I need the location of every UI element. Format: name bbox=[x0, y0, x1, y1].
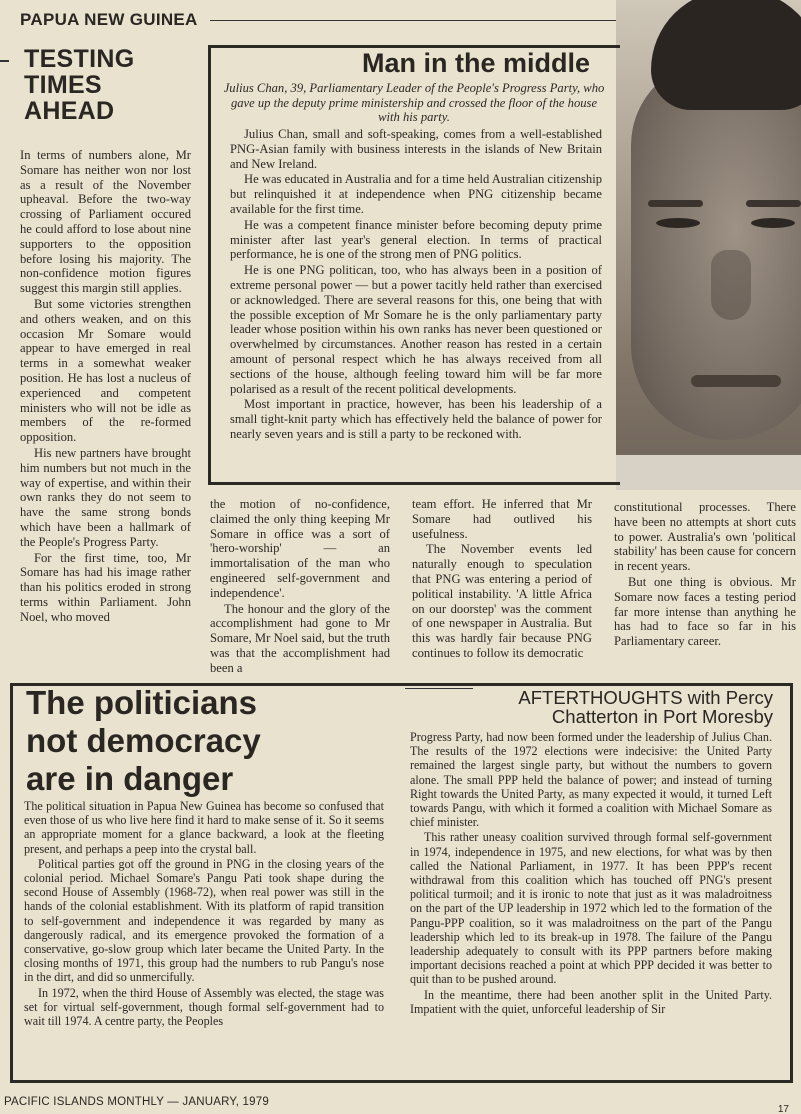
paragraph: This rather uneasy coalition survived through formal self-government in 1974, independence in 1975, and new elections, for what was by then called the National Parliament, in 1977. It has been PPP's recent withdrawal from this coalition which has touched off PNG's present political turmoil; and it is ironic to note that just as it was maladroitness on the part of the UP leadership in 1972 which led to the formation of the Pangu-PPP coalition, so it was maladroitness on the part of the Pangu leadership which led to its break-up in 1978. The failure of the Pangu leadership adequately to consult with its PPP partners before making important decisions reached a point at which PPP decided it was better to quit than to be pushed around. bbox=[410, 830, 772, 987]
politicians-headline-line: The politicians bbox=[26, 684, 258, 721]
politicians-headline-line: not democracy bbox=[26, 722, 261, 759]
paragraph: In 1972, when the third House of Assembly was elected, the stage was set for virtual self-government, though formal self-government had to wait till 1974. A centre party, the Peoples bbox=[24, 985, 384, 1029]
man-in-middle-headline: Man in the middle bbox=[362, 48, 591, 78]
testing-column-3 bbox=[412, 497, 592, 677]
footer: PACIFIC ISLANDS MONTHLY — JANUARY, 1979 bbox=[4, 1096, 269, 1108]
testing-column-1 bbox=[20, 148, 191, 668]
politicians-headline bbox=[26, 684, 396, 798]
paragraph: He was a competent finance minister before becoming deputy prime minister after last year's general election. In terms of practical performance, he is one of the strong men of PNG politics. bbox=[230, 217, 602, 262]
portrait-mouth bbox=[691, 375, 781, 387]
afterthoughts-rule bbox=[405, 688, 473, 689]
paragraph: The honour and the glory of the accomplishment had gone to Mr Somare, Mr Noel said, but the truth was that the accomplishment had been a bbox=[210, 601, 390, 675]
paragraph: He was educated in Australia and for a time held Australian citizenship but relinquished it at independence when PNG citizenship became available for the first time. bbox=[230, 172, 602, 216]
man-in-middle-body bbox=[230, 127, 602, 481]
paragraph: Most important in practice, however, has been his leadership of a small tight-knit party which has effectively held the balance of power for nearly seven years and is still a party to be reckoned with. bbox=[230, 397, 602, 441]
afterthoughts-byline-2: Chatterton in Port Moresby bbox=[551, 706, 773, 727]
politicians-column-2 bbox=[410, 730, 772, 1075]
portrait-brow-right bbox=[746, 200, 801, 207]
portrait-brow-left bbox=[648, 200, 703, 207]
paragraph: But some victories strengthen and others weaken, and on this occasion Mr Somare would appear to have emerged in real terms in a somewhat weaker position. He has lost a nucleus of experienced and competent ministers who will not be idle as members of the re-formed opposition. bbox=[20, 296, 191, 445]
portrait-shirt bbox=[616, 455, 801, 490]
portrait-eye-left bbox=[656, 218, 700, 228]
man-in-middle-intro: Julius Chan, 39, Parliamentary Leader of the People's Progress Party, who gave up the deputy prime ministership and crossed the floor of the house with his party. bbox=[223, 81, 605, 125]
paragraph: The political situation in Papua New Guinea has become so confused that even those of us who live here find it hard to make sense of it. So it seems an appropriate moment for a glance backward, a look at the fleeting present, and perhaps a peep into the crystal ball. bbox=[24, 799, 384, 856]
paragraph: For the first time, too, Mr Somare has had his image rather than his politics eroded in strong terms within Parliament. John Noel, who moved bbox=[20, 550, 191, 624]
paragraph: He is one PNG politican, too, who has always been in a position of extreme personal power — but a power tacitly held rather than exercised or acknowledged. There are several reasons for this, one being that with the possible exception of Mr Somare he is the only parliamentary party leader whose position within his own ranks has never been questioned or overwhelmed by circumstances. Another reason has rested in a certain amount of personal respect which he has always received from all sections of the house, although feeling toward him will be far more polarised as a result of the recent political developments. bbox=[230, 263, 602, 396]
paragraph: team effort. He inferred that Mr Somare had outlived his usefulness. bbox=[412, 497, 592, 541]
paragraph: The November events led naturally enough to speculation that PNG was entering a period of political instability. 'A little Africa on our doorstep' was the comment of one newspaper in Australia. But this was hardly fair because PNG continues to follow its democratic bbox=[412, 542, 592, 660]
paragraph: the motion of no-confidence, claimed the only thing keeping Mr Somare in office was a sort of 'hero-worship' — an immortalisation of the man who engineered self-government and independence'. bbox=[210, 497, 390, 600]
paragraph: Political parties got off the ground in PNG in the closing years of the colonial period. Michael Somare's Pangu Pati took shape during the second House of Assembly (1968-72), when real power was still in the hands of the colonial establishment. With its platform of rapid transition to self-government and independence it was regarded by many as dangerously radical, and its emergence provoked the formation of a conservative, go-slow group which later became the United Party. In the closing months of 1971, this group had the numbers to rub Pangu's nose in the dirt, and did so unmercifully. bbox=[24, 856, 384, 985]
paragraph: His new partners have brought him numbers but not much in the way of expertise, and within their own ranks they do not seem to have the same strong bonds which have been a hallmark of the People's Progress Party. bbox=[20, 445, 191, 549]
paragraph: In the meantime, there had been another split in the United Party. Impatient with the quiet, unforceful leadership of Sir bbox=[410, 987, 772, 1016]
afterthoughts-byline-1: AFTERTHOUGHTS with Percy bbox=[518, 687, 773, 708]
testing-column-4 bbox=[614, 500, 796, 680]
top-rule bbox=[210, 20, 625, 21]
testing-column-2 bbox=[210, 497, 390, 677]
paragraph: But one thing is obvious. Mr Somare now faces a testing period far more intense than anything he has had to face so far in his Parliamentary career. bbox=[614, 574, 796, 649]
testing-headline-line: TESTING bbox=[24, 45, 135, 73]
paragraph: constitutional processes. There have been no attempts at short cuts to power. Australia's own 'political stability' has been cause for concern in recent years. bbox=[614, 500, 796, 574]
portrait-nose bbox=[711, 250, 751, 320]
paragraph: Progress Party, had now been formed under the leadership of Julius Chan. The results of the 1972 elections were indecisive: the United Party remained the largest single party, but without the numbers to govern alone. The small PPP held the balance of power; and instead of turning Right towards the United Party, as many expected it would, it turned Left towards Pangu, with which it formed a coalition with Michael Somare as chief minister. bbox=[410, 730, 772, 830]
portrait-eye-right bbox=[751, 218, 795, 228]
politicians-headline-line: are in danger bbox=[26, 760, 234, 797]
section-label: PAPUA NEW GUINEA bbox=[20, 10, 198, 29]
paragraph: Julius Chan, small and soft-speaking, comes from a well-established PNG-Asian family with business interests in the islands of New Britain and New Ireland. bbox=[230, 127, 602, 171]
page-number: 17 bbox=[777, 1104, 789, 1114]
testing-headline-line: AHEAD bbox=[24, 97, 115, 125]
testing-headline-line: TIMES bbox=[24, 71, 102, 99]
paragraph: In terms of numbers alone, Mr Somare has neither won nor lost as a result of the November upheaval. Before the two-way crossing of Parliament occured he could afford to lose about nine supporters to the opposition before losing his majority. The non-confidence motion figures suggest this margin still applies. bbox=[20, 148, 191, 296]
portrait-photo bbox=[616, 0, 801, 490]
margin-dash bbox=[0, 60, 9, 62]
portrait-hair bbox=[651, 0, 801, 110]
testing-headline bbox=[24, 46, 214, 124]
politicians-column-1 bbox=[24, 799, 384, 1074]
